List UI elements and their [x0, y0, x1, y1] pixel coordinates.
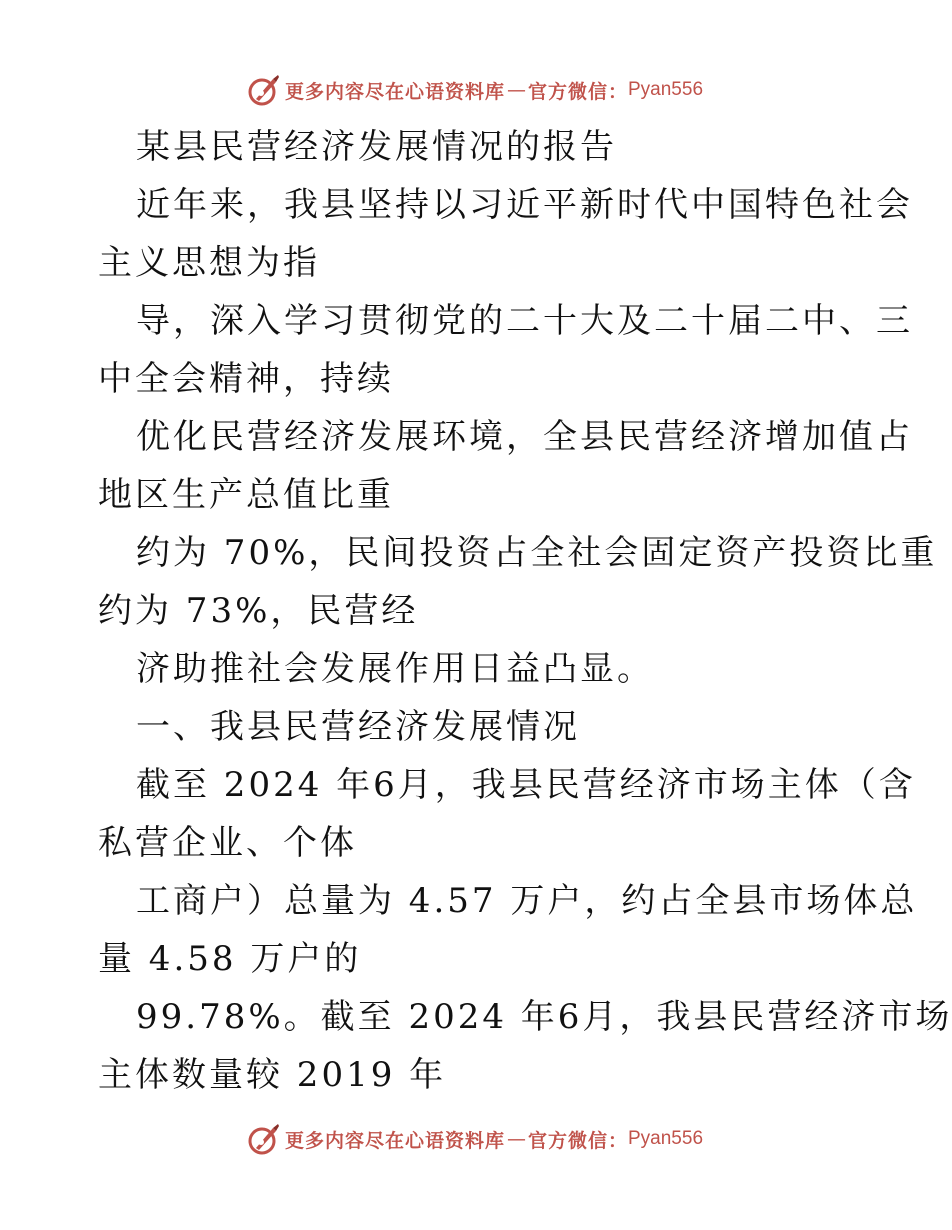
banner-wechat-id: Pyan556: [628, 79, 704, 100]
paragraph-line: 济助推社会发展作用日益凸显。: [136, 649, 654, 689]
banner-text: 更多内容尽在心语资料库: [284, 1129, 505, 1152]
paragraph-line: 工商户）总量为 4.57 万户，约占全县市场体总: [136, 881, 918, 921]
paragraph-line: 主体数量较 2019 年: [98, 1055, 447, 1095]
paragraph-line: 导，深入学习贯彻党的二十大及二十届二中、三: [136, 301, 913, 341]
paragraph-line: 量 4.58 万户的: [98, 939, 362, 979]
paragraph-line: 优化民营经济发展环境，全县民营经济增加值占: [136, 417, 913, 457]
paragraph-line: 约为 70%，民间投资占全社会固定资产投资比重: [136, 533, 938, 573]
paragraph-line: 地区生产总值比重: [98, 475, 394, 515]
paragraph-line: 99.78%。截至 2024 年6月，我县民营经济市场: [136, 997, 952, 1037]
paragraph-line: 主义思想为指: [98, 243, 320, 283]
document-title: 某县民营经济发展情况的报告: [136, 127, 617, 167]
banner-wechat-id: Pyan556: [628, 1128, 704, 1149]
paragraph-line: 近年来，我县坚持以习近平新时代中国特色社会: [136, 185, 913, 225]
section-heading: 一、我县民营经济发展情况: [136, 707, 580, 747]
paragraph-line: 截至 2024 年6月，我县民营经济市场主体（含: [136, 765, 916, 805]
banner-wechat-label: 官方微信：: [527, 80, 628, 103]
banner-separator: —: [506, 79, 526, 101]
quill-logo-icon: [247, 1122, 281, 1156]
paragraph-line: 中全会精神，持续: [98, 359, 394, 399]
footer-banner: [0, 1119, 950, 1159]
banner-wechat-label: 官方微信：: [527, 1129, 628, 1152]
banner-separator: —: [506, 1128, 526, 1150]
banner-text: 更多内容尽在心语资料库: [284, 80, 505, 103]
quill-logo-icon: [247, 73, 281, 107]
paragraph-line: 私营企业、个体: [98, 823, 357, 863]
header-banner: [0, 70, 950, 110]
paragraph-line: 约为 73%，民营经: [98, 591, 419, 631]
